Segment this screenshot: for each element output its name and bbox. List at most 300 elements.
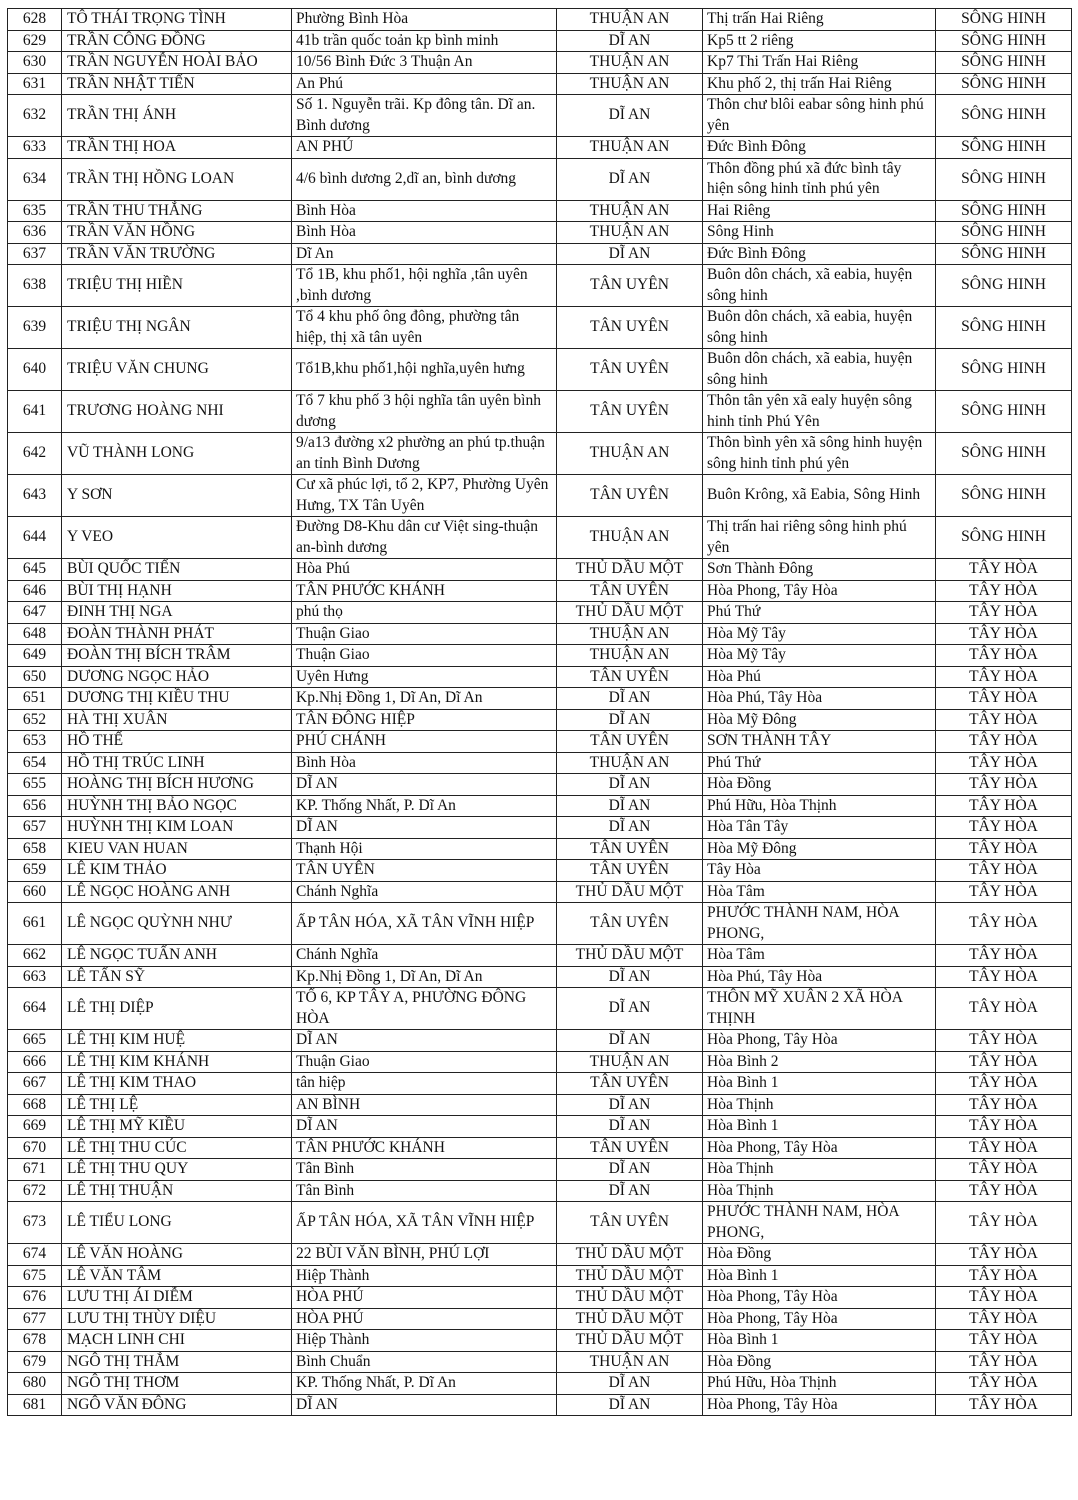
full-name: TRẦN THỊ HOA	[62, 137, 292, 159]
table-row	[8, 666, 1072, 688]
current-address: AN BÌNH	[292, 1094, 557, 1116]
hometown-address: Hòa Bình 1	[703, 1265, 936, 1287]
row-number: 679	[8, 1351, 62, 1373]
current-address: HÒA PHÚ	[292, 1287, 557, 1309]
current-address: Chánh Nghĩa	[292, 945, 557, 967]
current-district: TÂN UYÊN	[557, 731, 703, 753]
table-row	[8, 1159, 1072, 1181]
table-row	[8, 602, 1072, 624]
hometown-address: Khu phố 2, thị trấn Hai Riêng	[703, 73, 936, 95]
hometown-address: Thôn chư blôi eabar sông hinh phú yên	[703, 95, 936, 137]
row-number: 650	[8, 666, 62, 688]
row-number: 651	[8, 688, 62, 710]
row-number: 661	[8, 903, 62, 945]
current-address: 4/6 bình dương 2,dĩ an, bình dương	[292, 158, 557, 200]
current-district: THUẬN AN	[557, 433, 703, 475]
row-number: 663	[8, 966, 62, 988]
row-number: 634	[8, 158, 62, 200]
current-address: Bình Hòa	[292, 200, 557, 222]
hometown-address: Hòa Phong, Tây Hòa	[703, 1308, 936, 1330]
home-district: SÔNG HINH	[936, 349, 1072, 391]
hometown-address: Tây Hòa	[703, 860, 936, 882]
current-address: DĨ AN	[292, 1030, 557, 1052]
row-number: 654	[8, 752, 62, 774]
full-name: TRIỆU THỊ NGÂN	[62, 307, 292, 349]
row-number: 635	[8, 200, 62, 222]
table-row	[8, 1287, 1072, 1309]
current-district: DĨ AN	[557, 1373, 703, 1395]
current-district: DĨ AN	[557, 1030, 703, 1052]
hometown-address: Hòa Thịnh	[703, 1159, 936, 1181]
current-address: DĨ AN	[292, 1116, 557, 1138]
home-district: TÂY HÒA	[936, 666, 1072, 688]
home-district: TÂY HÒA	[936, 688, 1072, 710]
current-district: TÂN UYÊN	[557, 1073, 703, 1095]
row-number: 638	[8, 265, 62, 307]
row-number: 666	[8, 1051, 62, 1073]
table-row	[8, 817, 1072, 839]
home-district: TÂY HÒA	[936, 903, 1072, 945]
current-district: DĨ AN	[557, 709, 703, 731]
current-address: HÒA PHÚ	[292, 1308, 557, 1330]
home-district: TÂY HÒA	[936, 1073, 1072, 1095]
full-name: ĐINH THỊ NGA	[62, 602, 292, 624]
row-number: 644	[8, 517, 62, 559]
table-row	[8, 1394, 1072, 1416]
current-address: Dĩ An	[292, 243, 557, 265]
hometown-address: Hòa Phong, Tây Hòa	[703, 1394, 936, 1416]
current-district: THỦ DẦU MỘT	[557, 881, 703, 903]
table-row	[8, 137, 1072, 159]
row-number: 636	[8, 222, 62, 244]
current-district: THUẬN AN	[557, 1351, 703, 1373]
home-district: TÂY HÒA	[936, 945, 1072, 967]
row-number: 676	[8, 1287, 62, 1309]
hometown-address: PHƯỚC THÀNH NAM, HÒA PHONG,	[703, 903, 936, 945]
full-name: LÊ THỊ LỆ	[62, 1094, 292, 1116]
row-number: 641	[8, 391, 62, 433]
row-number: 675	[8, 1265, 62, 1287]
hometown-address: Thôn bình yên xã sông hinh huyện sông hinh tỉnh phú yên	[703, 433, 936, 475]
full-name: DƯƠNG THỊ KIỀU THU	[62, 688, 292, 710]
full-name: HỒ THẾ	[62, 731, 292, 753]
current-district: THỦ DẦU MỘT	[557, 602, 703, 624]
row-number: 681	[8, 1394, 62, 1416]
table-row	[8, 945, 1072, 967]
full-name: LÊ TẤN SỸ	[62, 966, 292, 988]
home-district: SÔNG HINH	[936, 265, 1072, 307]
full-name: HỒ THỊ TRÚC LINH	[62, 752, 292, 774]
hometown-address: Hòa Đồng	[703, 1244, 936, 1266]
current-district: TÂN UYÊN	[557, 349, 703, 391]
table-row	[8, 903, 1072, 945]
current-district: DĨ AN	[557, 30, 703, 52]
row-number: 665	[8, 1030, 62, 1052]
current-address: Hòa Phú	[292, 559, 557, 581]
hometown-address: Phú Hữu, Hòa Thịnh	[703, 1373, 936, 1395]
home-district: TÂY HÒA	[936, 1116, 1072, 1138]
current-address: TÂN PHƯỚC KHÁNH	[292, 1137, 557, 1159]
home-district: SÔNG HINH	[936, 137, 1072, 159]
hometown-address: Hòa Tân Tây	[703, 817, 936, 839]
full-name: LÊ THỊ DIỆP	[62, 988, 292, 1030]
full-name: TRẦN THỊ ÁNH	[62, 95, 292, 137]
hometown-address: Hòa Thịnh	[703, 1180, 936, 1202]
full-name: TRẦN THU THẮNG	[62, 200, 292, 222]
current-address: Bình Chuẩn	[292, 1351, 557, 1373]
table-body	[8, 9, 1072, 1416]
current-district: TÂN UYÊN	[557, 307, 703, 349]
row-number: 671	[8, 1159, 62, 1181]
table-row	[8, 1051, 1072, 1073]
current-district: DĨ AN	[557, 795, 703, 817]
full-name: TRIỆU THỊ HIỀN	[62, 265, 292, 307]
current-address: ẤP TÂN HÓA, XÃ TÂN VĨNH HIỆP	[292, 1202, 557, 1244]
table-row	[8, 731, 1072, 753]
current-district: DĨ AN	[557, 95, 703, 137]
full-name: LÊ VĂN HOÀNG	[62, 1244, 292, 1266]
current-address: TÂN ĐÔNG HIỆP	[292, 709, 557, 731]
home-district: TÂY HÒA	[936, 1244, 1072, 1266]
home-district: TÂY HÒA	[936, 1030, 1072, 1052]
row-number: 637	[8, 243, 62, 265]
hometown-address: Buôn dôn chách, xã eabia, huyện sông hinh	[703, 349, 936, 391]
home-district: SÔNG HINH	[936, 475, 1072, 517]
full-name: LÊ NGỌC HOÀNG ANH	[62, 881, 292, 903]
current-address: Thuận Giao	[292, 623, 557, 645]
hometown-address: SƠN THÀNH TÂY	[703, 731, 936, 753]
home-district: TÂY HÒA	[936, 1330, 1072, 1352]
current-district: TÂN UYÊN	[557, 1202, 703, 1244]
current-address: Tân Bình	[292, 1180, 557, 1202]
current-address: Tổ 1B, khu phố1, hội nghĩa ,tân uyên ,bình dương	[292, 265, 557, 307]
row-number: 674	[8, 1244, 62, 1266]
row-number: 670	[8, 1137, 62, 1159]
home-district: TÂY HÒA	[936, 795, 1072, 817]
current-address: Chánh Nghĩa	[292, 881, 557, 903]
full-name: NGÔ THỊ THƠM	[62, 1373, 292, 1395]
table-row	[8, 966, 1072, 988]
full-name: LÊ THỊ THU QUY	[62, 1159, 292, 1181]
hometown-address: Đức Bình Đông	[703, 243, 936, 265]
table-row	[8, 158, 1072, 200]
hometown-address: THÔN MỸ XUÂN 2 XÃ HÒA THỊNH	[703, 988, 936, 1030]
hometown-address: Hòa Mỹ Tây	[703, 623, 936, 645]
row-number: 667	[8, 1073, 62, 1095]
row-number: 664	[8, 988, 62, 1030]
current-district: DĨ AN	[557, 1116, 703, 1138]
full-name: TRƯƠNG HOÀNG NHI	[62, 391, 292, 433]
home-district: TÂY HÒA	[936, 602, 1072, 624]
row-number: 630	[8, 52, 62, 74]
current-address: DĨ AN	[292, 817, 557, 839]
home-district: TÂY HÒA	[936, 580, 1072, 602]
current-address: 22 BÙI VĂN BÌNH, PHÚ LỢI	[292, 1244, 557, 1266]
current-address: DĨ AN	[292, 774, 557, 796]
row-number: 656	[8, 795, 62, 817]
hometown-address: Hòa Phú	[703, 666, 936, 688]
hometown-address: Hòa Bình 2	[703, 1051, 936, 1073]
table-row	[8, 265, 1072, 307]
current-district: TÂN UYÊN	[557, 475, 703, 517]
current-address: Bình Hòa	[292, 222, 557, 244]
table-row	[8, 9, 1072, 31]
table-row	[8, 774, 1072, 796]
home-district: SÔNG HINH	[936, 243, 1072, 265]
full-name: LÊ THỊ KIM KHÁNH	[62, 1051, 292, 1073]
table-row	[8, 517, 1072, 559]
table-row	[8, 349, 1072, 391]
current-address: Kp.Nhị Đồng 1, Dĩ An, Dĩ An	[292, 688, 557, 710]
table-row	[8, 433, 1072, 475]
hometown-address: Sơn Thành Đông	[703, 559, 936, 581]
row-number: 669	[8, 1116, 62, 1138]
row-number: 680	[8, 1373, 62, 1395]
row-number: 639	[8, 307, 62, 349]
home-district: TÂY HÒA	[936, 623, 1072, 645]
table-row	[8, 988, 1072, 1030]
full-name: HUỲNH THỊ KIM LOAN	[62, 817, 292, 839]
home-district: TÂY HÒA	[936, 731, 1072, 753]
full-name: LÊ THỊ KIM THAO	[62, 1073, 292, 1095]
full-name: LÊ VĂN TÂM	[62, 1265, 292, 1287]
current-district: TÂN UYÊN	[557, 666, 703, 688]
home-district: TÂY HÒA	[936, 559, 1072, 581]
table-row	[8, 1137, 1072, 1159]
full-name: MẠCH LINH CHI	[62, 1330, 292, 1352]
full-name: LƯU THỊ THÙY DIỆU	[62, 1308, 292, 1330]
current-address: Hiệp Thành	[292, 1330, 557, 1352]
home-district: TÂY HÒA	[936, 1351, 1072, 1373]
current-district: DĨ AN	[557, 1094, 703, 1116]
current-address: 41b trần quốc toản kp bình minh	[292, 30, 557, 52]
hometown-address: Hòa Đồng	[703, 1351, 936, 1373]
full-name: LÊ THỊ MỸ KIỀU	[62, 1116, 292, 1138]
current-district: THUẬN AN	[557, 1051, 703, 1073]
current-district: THUẬN AN	[557, 222, 703, 244]
current-address: Đường D8-Khu dân cư Việt sing-thuận an-bình dương	[292, 517, 557, 559]
current-district: THỦ DẦU MỘT	[557, 1287, 703, 1309]
home-district: TÂY HÒA	[936, 1308, 1072, 1330]
current-address: Tân Bình	[292, 1159, 557, 1181]
home-district: TÂY HÒA	[936, 860, 1072, 882]
row-number: 660	[8, 881, 62, 903]
home-district: TÂY HÒA	[936, 1137, 1072, 1159]
table-row	[8, 95, 1072, 137]
full-name: TÔ THÁI TRỌNG TÌNH	[62, 9, 292, 31]
full-name: ĐOÀN THÀNH PHÁT	[62, 623, 292, 645]
hometown-address: Hòa Phong, Tây Hòa	[703, 1030, 936, 1052]
hometown-address: Hòa Phong, Tây Hòa	[703, 1137, 936, 1159]
hometown-address: Hòa Tâm	[703, 945, 936, 967]
row-number: 633	[8, 137, 62, 159]
table-row	[8, 73, 1072, 95]
current-district: TÂN UYÊN	[557, 580, 703, 602]
current-district: TÂN UYÊN	[557, 1137, 703, 1159]
hometown-address: Thôn tân yên xã ealy huyện sông hinh tỉnh Phú Yên	[703, 391, 936, 433]
home-district: TÂY HÒA	[936, 1159, 1072, 1181]
hometown-address: Hòa Phú, Tây Hòa	[703, 688, 936, 710]
current-address: Cư xã phúc lợi, tổ 2, KP7, Phường Uyên Hưng, TX Tân Uyên	[292, 475, 557, 517]
home-district: TÂY HÒA	[936, 1265, 1072, 1287]
current-district: DĨ AN	[557, 1180, 703, 1202]
home-district: TÂY HÒA	[936, 709, 1072, 731]
full-name: BÙI THỊ HẠNH	[62, 580, 292, 602]
hometown-address: Kp5 tt 2 riêng	[703, 30, 936, 52]
current-district: TÂN UYÊN	[557, 391, 703, 433]
hometown-address: Sông Hinh	[703, 222, 936, 244]
current-district: DĨ AN	[557, 1394, 703, 1416]
current-address: Thuận Giao	[292, 1051, 557, 1073]
current-district: TÂN UYÊN	[557, 265, 703, 307]
home-district: SÔNG HINH	[936, 95, 1072, 137]
full-name: TRẦN NHẬT TIẾN	[62, 73, 292, 95]
hometown-address: Thị trấn Hai Riêng	[703, 9, 936, 31]
row-number: 640	[8, 349, 62, 391]
current-district: THỦ DẦU MỘT	[557, 945, 703, 967]
table-row	[8, 1030, 1072, 1052]
full-name: LÊ KIM THẢO	[62, 860, 292, 882]
table-row	[8, 1116, 1072, 1138]
table-row	[8, 752, 1072, 774]
current-district: THUẬN AN	[557, 137, 703, 159]
row-number: 652	[8, 709, 62, 731]
hometown-address: Hòa Bình 1	[703, 1073, 936, 1095]
full-name: LÊ NGỌC TUẤN ANH	[62, 945, 292, 967]
current-district: THUẬN AN	[557, 645, 703, 667]
row-number: 659	[8, 860, 62, 882]
current-district: DĨ AN	[557, 817, 703, 839]
current-district: TÂN UYÊN	[557, 860, 703, 882]
home-district: TÂY HÒA	[936, 817, 1072, 839]
hometown-address: Hòa Bình 1	[703, 1116, 936, 1138]
home-district: TÂY HÒA	[936, 838, 1072, 860]
current-district: THỦ DẦU MỘT	[557, 1265, 703, 1287]
current-district: DĨ AN	[557, 243, 703, 265]
hometown-address: Hòa Mỹ Đông	[703, 838, 936, 860]
table-row	[8, 838, 1072, 860]
home-district: TÂY HÒA	[936, 1094, 1072, 1116]
full-name: TRIỆU VĂN CHUNG	[62, 349, 292, 391]
full-name: ĐOÀN THỊ BÍCH TRÂM	[62, 645, 292, 667]
hometown-address: Hòa Tâm	[703, 881, 936, 903]
home-district: TÂY HÒA	[936, 1180, 1072, 1202]
home-district: TÂY HÒA	[936, 881, 1072, 903]
current-address: PHÚ CHÁNH	[292, 731, 557, 753]
table-row	[8, 1373, 1072, 1395]
full-name: LÊ THỊ THUẬN	[62, 1180, 292, 1202]
row-number: 629	[8, 30, 62, 52]
full-name: TRẦN VĂN HỒNG	[62, 222, 292, 244]
table-row	[8, 580, 1072, 602]
full-name: Y VEO	[62, 517, 292, 559]
full-name: BÙI QUỐC TIẾN	[62, 559, 292, 581]
home-district: TÂY HÒA	[936, 1202, 1072, 1244]
table-row	[8, 307, 1072, 349]
hometown-address: Phú Thứ	[703, 602, 936, 624]
table-row	[8, 243, 1072, 265]
current-district: THUẬN AN	[557, 623, 703, 645]
full-name: VŨ THÀNH LONG	[62, 433, 292, 475]
full-name: NGÔ VĂN ĐÔNG	[62, 1394, 292, 1416]
current-district: DĨ AN	[557, 688, 703, 710]
row-number: 658	[8, 838, 62, 860]
table-row	[8, 1244, 1072, 1266]
full-name: TRẦN VĂN TRƯỜNG	[62, 243, 292, 265]
hometown-address: Đức Bình Đông	[703, 137, 936, 159]
current-district: THUẬN AN	[557, 752, 703, 774]
row-number: 628	[8, 9, 62, 31]
current-district: DĨ AN	[557, 158, 703, 200]
home-district: SÔNG HINH	[936, 30, 1072, 52]
full-name: KIEU VAN HUAN	[62, 838, 292, 860]
current-address: Thạnh Hội	[292, 838, 557, 860]
home-district: SÔNG HINH	[936, 9, 1072, 31]
current-address: Số 1. Nguyễn trãi. Kp đông tân. Dĩ an. Bình dương	[292, 95, 557, 137]
current-district: DĨ AN	[557, 774, 703, 796]
table-row	[8, 645, 1072, 667]
student-list-table	[7, 8, 1072, 1416]
current-address: Thuận Giao	[292, 645, 557, 667]
home-district: SÔNG HINH	[936, 52, 1072, 74]
current-address: KP. Thống Nhất, P. Dĩ An	[292, 795, 557, 817]
full-name: TRẦN CÔNG ĐỒNG	[62, 30, 292, 52]
row-number: 678	[8, 1330, 62, 1352]
current-district: THUẬN AN	[557, 73, 703, 95]
full-name: NGÔ THỊ THẮM	[62, 1351, 292, 1373]
home-district: TÂY HÒA	[936, 752, 1072, 774]
full-name: LÊ NGỌC QUỲNH NHƯ	[62, 903, 292, 945]
hometown-address: Hòa Bình 1	[703, 1330, 936, 1352]
home-district: TÂY HÒA	[936, 645, 1072, 667]
current-district: DĨ AN	[557, 966, 703, 988]
home-district: TÂY HÒA	[936, 1287, 1072, 1309]
home-district: SÔNG HINH	[936, 222, 1072, 244]
row-number: 668	[8, 1094, 62, 1116]
current-address: Phường Bình Hòa	[292, 9, 557, 31]
table-row	[8, 1351, 1072, 1373]
home-district: SÔNG HINH	[936, 307, 1072, 349]
home-district: SÔNG HINH	[936, 158, 1072, 200]
hometown-address: Phú Hữu, Hòa Thịnh	[703, 795, 936, 817]
row-number: 631	[8, 73, 62, 95]
row-number: 649	[8, 645, 62, 667]
current-address: Tổ1B,khu phố1,hội nghĩa,uyên hưng	[292, 349, 557, 391]
full-name: LÊ TIỂU LONG	[62, 1202, 292, 1244]
hometown-address: Thị trấn hai riêng sông hinh phú yên	[703, 517, 936, 559]
row-number: 645	[8, 559, 62, 581]
table-row	[8, 1265, 1072, 1287]
current-district: DĨ AN	[557, 1159, 703, 1181]
current-district: TÂN UYÊN	[557, 838, 703, 860]
home-district: TÂY HÒA	[936, 1394, 1072, 1416]
table-row	[8, 1180, 1072, 1202]
home-district: TÂY HÒA	[936, 774, 1072, 796]
current-district: THỦ DẦU MỘT	[557, 1308, 703, 1330]
row-number: 673	[8, 1202, 62, 1244]
full-name: HÀ THỊ XUÂN	[62, 709, 292, 731]
home-district: SÔNG HINH	[936, 73, 1072, 95]
current-address: phú thọ	[292, 602, 557, 624]
table-row	[8, 1094, 1072, 1116]
home-district: SÔNG HINH	[936, 391, 1072, 433]
current-address: An Phú	[292, 73, 557, 95]
table-row	[8, 860, 1072, 882]
full-name: HUỲNH THỊ BẢO NGỌC	[62, 795, 292, 817]
hometown-address: Buôn dôn chách, xã eabia, huyện sông hinh	[703, 265, 936, 307]
full-name: TRẦN THỊ HỒNG LOAN	[62, 158, 292, 200]
home-district: SÔNG HINH	[936, 517, 1072, 559]
